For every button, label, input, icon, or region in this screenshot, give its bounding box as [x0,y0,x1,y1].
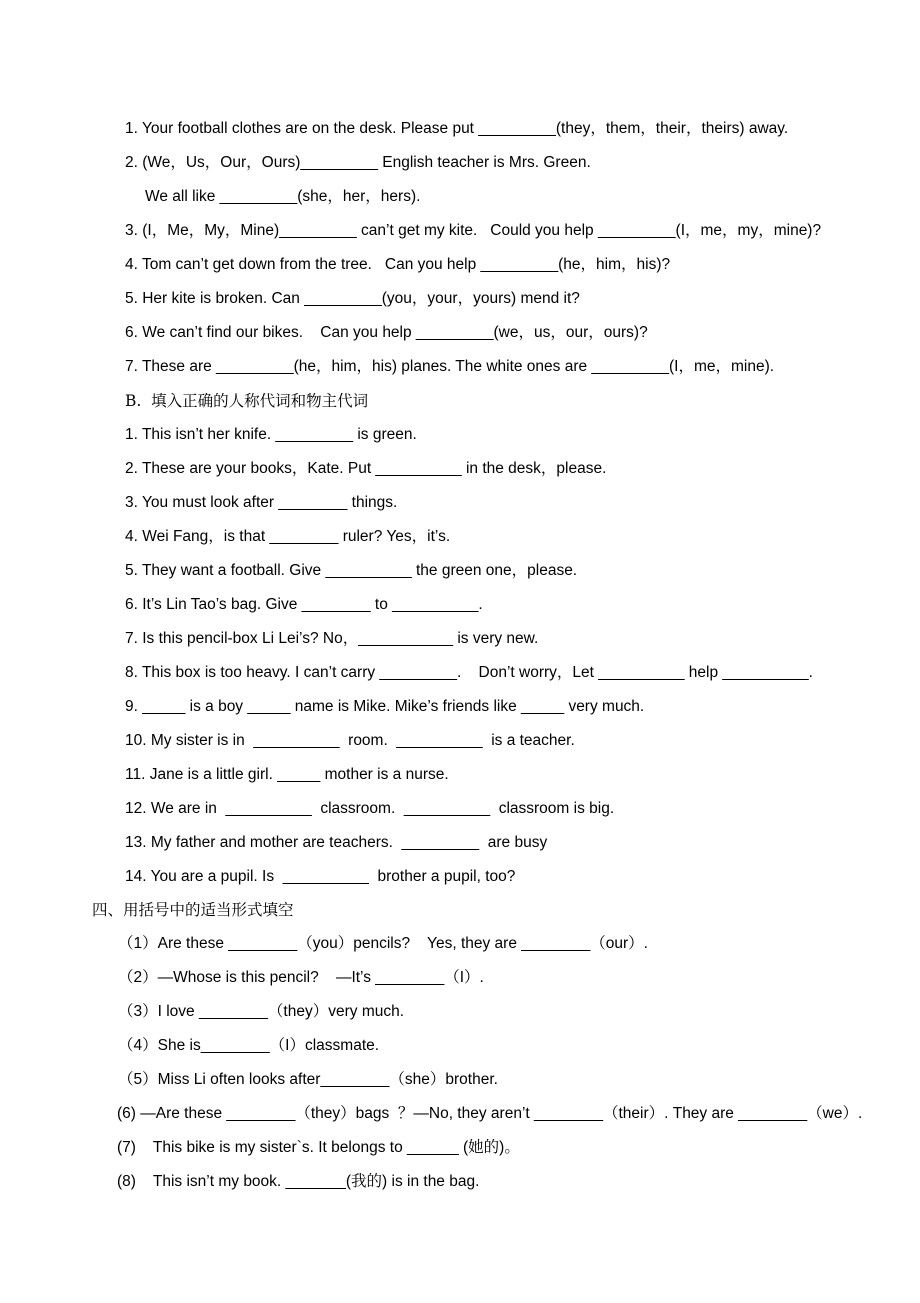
exercise-line-b8: 8. This box is too heavy. I can’t carry _________. Don’t worry，Let __________ help __________. [125,664,813,681]
exercise-line-b1: 1. This isn’t her knife. _________ is green. [125,426,417,443]
exercise-line-b14: 14. You are a pupil. Is __________ brother a pupil, too? [125,868,516,885]
exercise-line-a2: 2. (We，Us，Our，Ours)_________ English teacher is Mrs. Green. [125,154,591,171]
exercise-line-a4: 4. Tom can’t get down from the tree. Can you help _________(he，him，his)? [125,256,671,273]
exercise-line-b7: 7. Is this pencil-box Li Lei’s? No，___________ is very new. [125,630,539,647]
exercise-line-c4: （4）She is________（I）classmate. [118,1037,380,1054]
exercise-line-c2: （2）—Whose is this pencil? —It’s ________（I）. [118,969,484,986]
exercise-line-c7: (7) This bike is my sister`s. It belongs to ______ (她的)。 [117,1139,520,1156]
exercise-line-c3: （3）I love ________（they）very much. [118,1003,405,1020]
exercise-line-b11: 11. Jane is a little girl. _____ mother is a nurse. [125,766,449,783]
exercise-line-c6: (6) —Are these ________（they）bags ？—No, they aren’t ________（their）. They are ________（we）. [117,1105,863,1122]
exercise-line-b10: 10. My sister is in __________ room. __________ is a teacher. [125,732,575,749]
exercise-line-c8: (8) This isn’t my book. _______(我的) is in the bag. [117,1173,480,1190]
exercise-line-b2: 2. These are your books，Kate. Put __________ in the desk，please. [125,460,607,477]
exercise-line-b3: 3. You must look after ________ things. [125,494,398,511]
exercise-line-b9: 9. _____ is a boy _____ name is Mike. Mike’s friends like _____ very much. [125,698,645,715]
exercise-line-c1: （1）Are these ________（you）pencils? Yes, they are ________（our）. [118,935,648,952]
exercise-line-b12: 12. We are in __________ classroom. __________ classroom is big. [125,800,615,817]
exercise-line-b5: 5. They want a football. Give __________ the green one，please. [125,562,578,579]
exercise-line-a2-cont: We all like _________(she，her，hers). [145,188,421,205]
exercise-line-a1: 1. Your football clothes are on the desk. Please put _________(they，them，their，theirs) away. [125,120,789,137]
exercise-line-b6: 6. It’s Lin Tao’s bag. Give ________ to __________. [125,596,483,613]
exercise-line-a5: 5. Her kite is broken. Can _________(you，your，yours) mend it? [125,290,580,307]
exercise-line-b4: 4. Wei Fang，is that ________ ruler? Yes，it’s. [125,528,451,545]
section-b-heading: B. 填入正确的人称代词和物主代词 [125,392,369,410]
exercise-line-a3: 3. (I，Me，My，Mine)_________ can’t get my kite. Could you help _________(I，me，my，mine)? [125,222,822,239]
exercise-line-c5: （5）Miss Li often looks after________（she）brother. [118,1071,498,1088]
exercise-line-a7: 7. These are _________(he，him，his) planes. The white ones are _________(I，me，mine). [125,358,775,375]
exercise-line-a6: 6. We can’t find our bikes. Can you help _________(we，us，our，ours)? [125,324,648,341]
section-four-heading: 四、用括号中的适当形式填空 [92,901,294,919]
exercise-line-b13: 13. My father and mother are teachers. _________ are busy [125,834,548,851]
